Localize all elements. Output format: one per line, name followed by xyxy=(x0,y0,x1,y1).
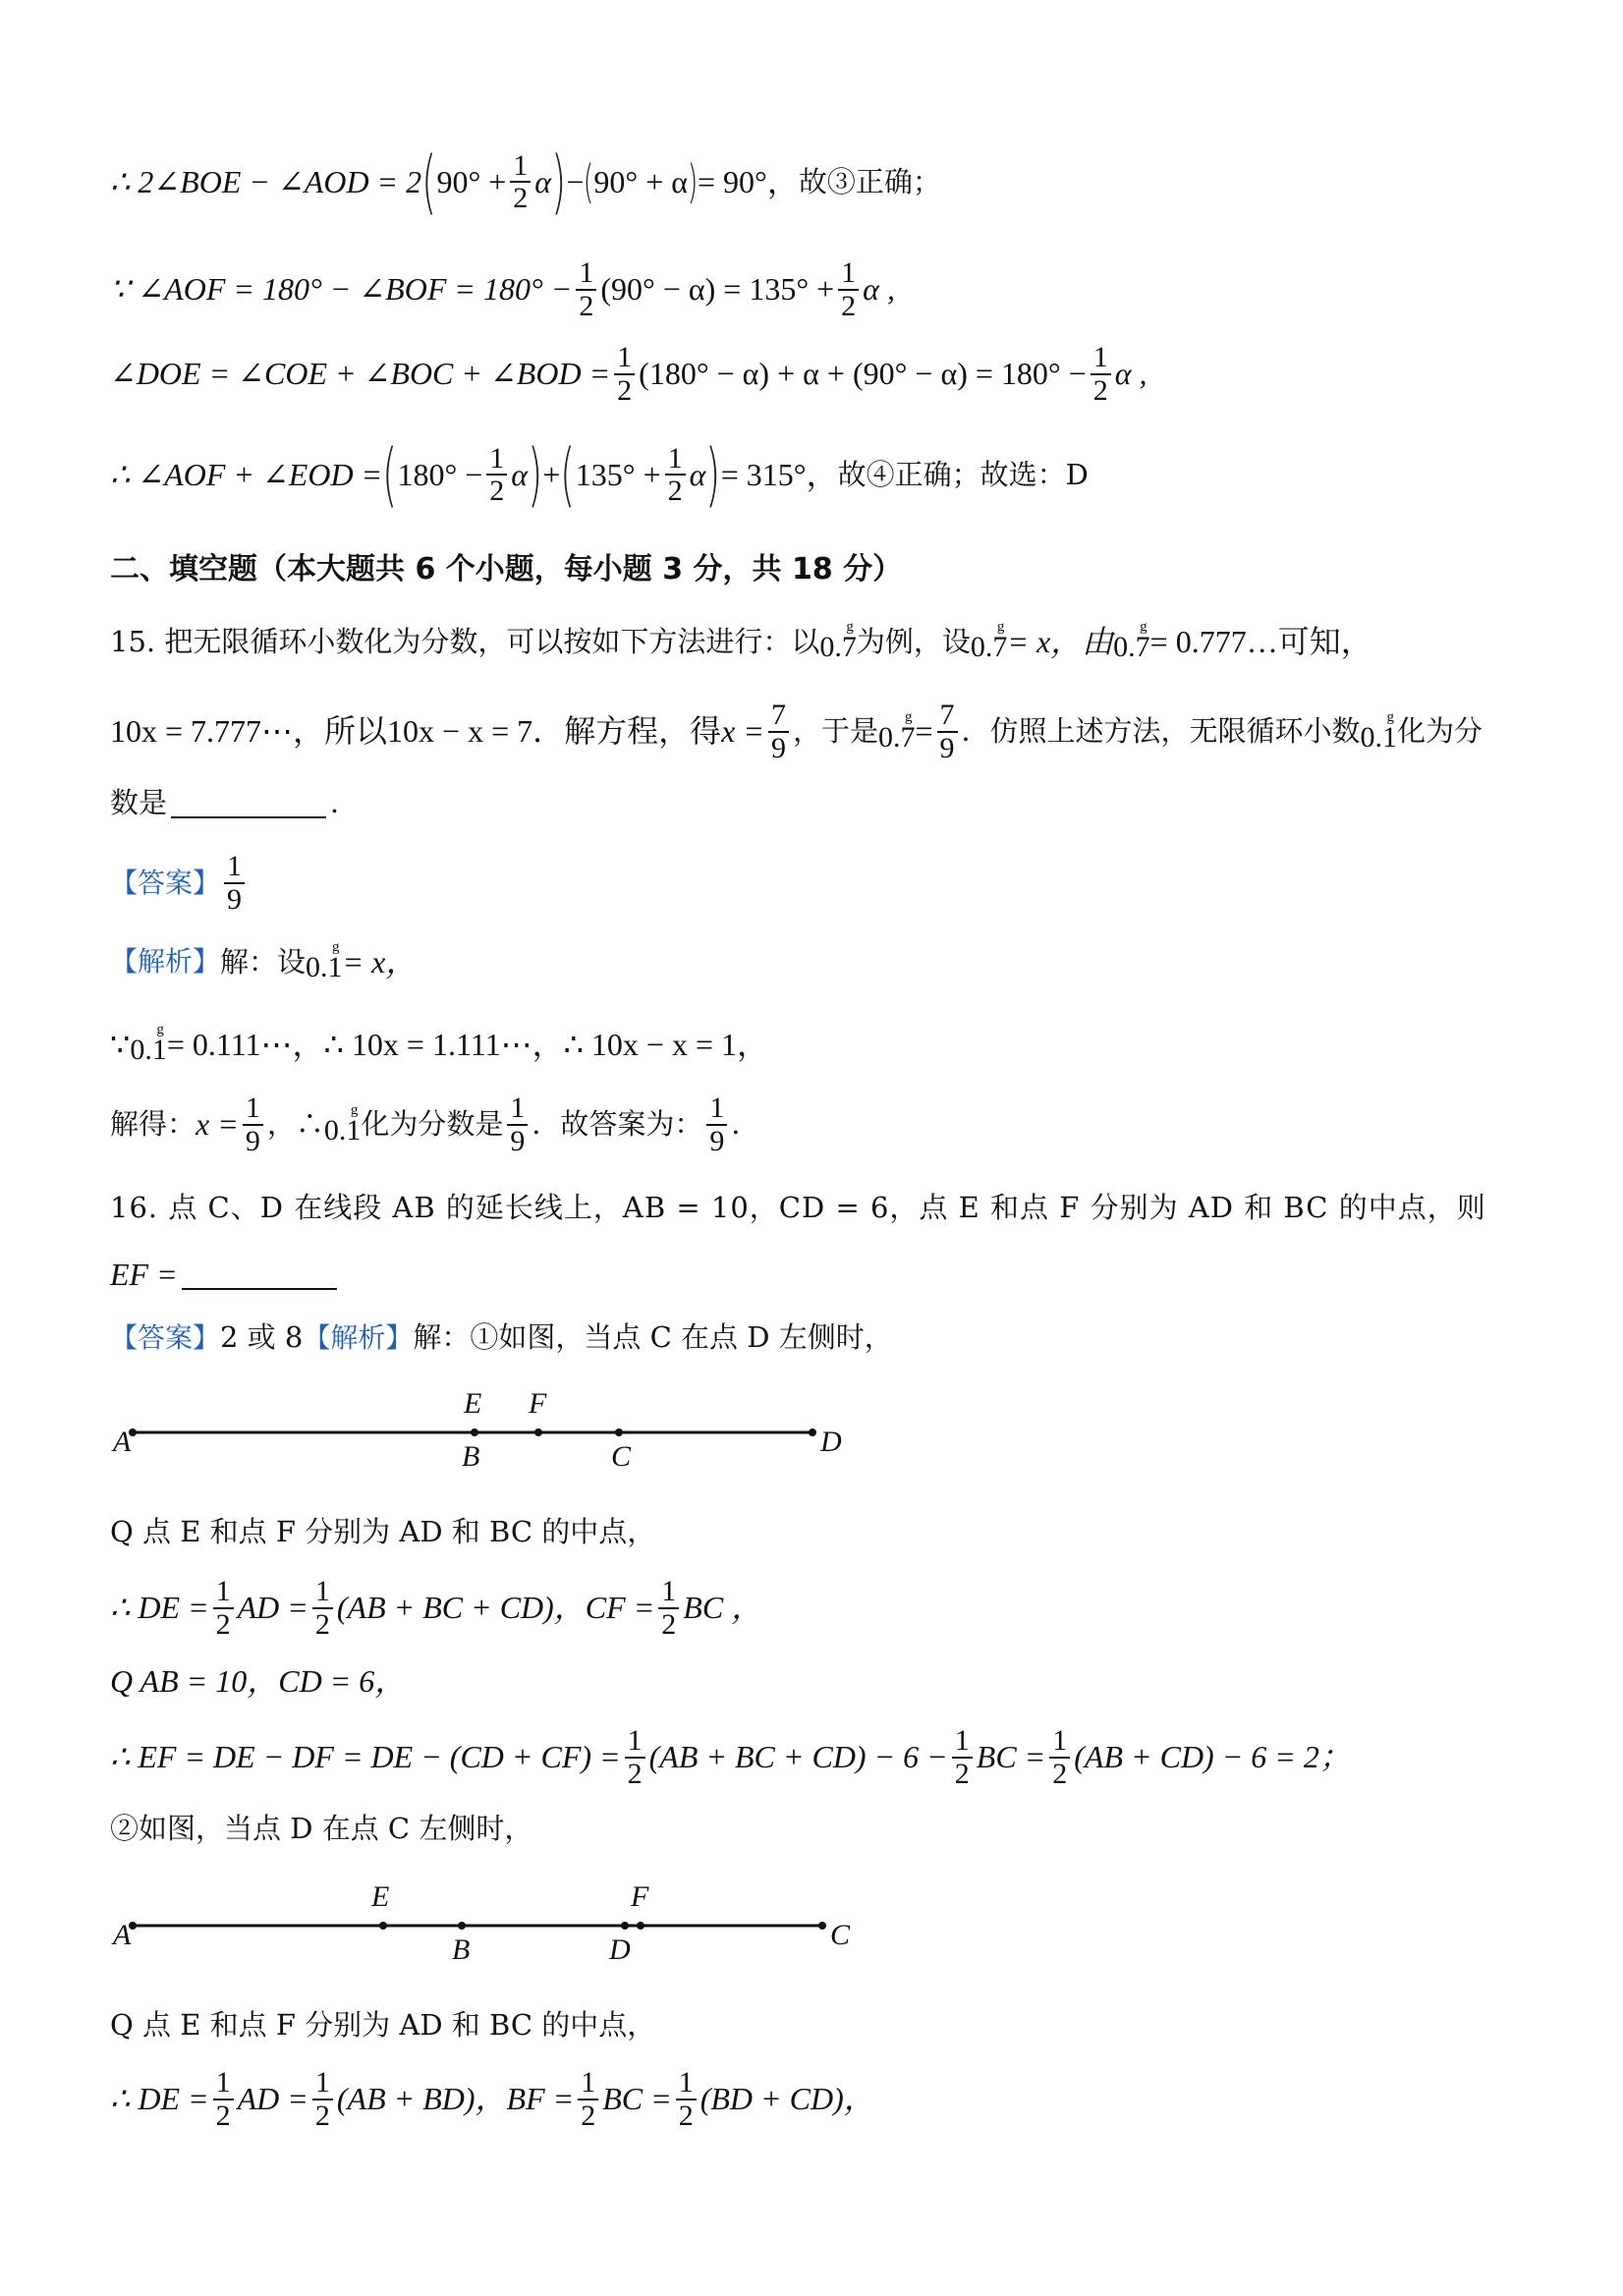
point-c xyxy=(615,1428,623,1436)
fraction-half: $\frac{1}{2}$ xyxy=(213,2067,234,2131)
point-f xyxy=(534,1428,542,1436)
repeating-decimal-0-1: g 0.1 xyxy=(130,1022,167,1066)
fraction-half: $\frac{1}{2}$ xyxy=(510,150,531,214)
q15-line3: 数是 ． xyxy=(110,786,360,819)
label-a: A xyxy=(113,1919,132,1951)
q15-line1: 15. 把无限循环小数化为分数，可以按如下方法进行：以 g 0.7 为例，设 g 0.7 = x，由 g 0.7 = 0.777…可知， xyxy=(110,619,1372,663)
fraction-half: $\frac{1}{2}$ xyxy=(578,2067,598,2131)
label-e: E xyxy=(464,1387,482,1420)
fraction-seven-ninths: $\frac{7}{9}$ xyxy=(768,700,789,763)
line-doe: ∠DOE = ∠COE + ∠BOC + ∠BOD = $\frac{1}{2}$ (180° − α) + α + (90° − α) = 180° − $\frac{1}{2}$ α , xyxy=(110,341,1147,407)
label-c: C xyxy=(830,1919,851,1951)
line-2boe-minus-aod: ∴ 2∠BOE − ∠AOD = 2 ( 90° + $\frac{1}{2}$ α ) − ( 90° + α ) = 90°， 故③正确； xyxy=(110,141,941,222)
q16-s5: Q 点 E 和点 F 分别为 AD 和 BC 的中点， xyxy=(110,2008,656,2042)
label-d: D xyxy=(609,1933,631,1966)
point-e xyxy=(379,1922,387,1930)
point-b xyxy=(458,1922,466,1930)
fraction-half: $\frac{1}{2}$ xyxy=(1091,342,1111,406)
q15-analysis2: ∵ g 0.1 = 0.111⋯，∴ 10x = 1.111⋯，∴ 10x − x = 1， xyxy=(110,1022,769,1066)
label-e: E xyxy=(371,1880,390,1913)
point-d xyxy=(809,1428,816,1436)
repeating-decimal-0-7: g 0.7 xyxy=(819,619,857,663)
fraction-one-ninth: $\frac{1}{9}$ xyxy=(224,851,245,915)
point-c xyxy=(818,1922,826,1930)
label-f: F xyxy=(631,1880,649,1913)
q16-s2: ∴ DE = $\frac{1}{2}$ AD = $\frac{1}{2}$ (AB + BC + CD)，CF = $\frac{1}{2}$ BC ， xyxy=(110,1575,763,1641)
q16-line2: EF = xyxy=(110,1256,1525,1293)
answer-blank xyxy=(182,1259,337,1290)
fraction-half: $\frac{1}{2}$ xyxy=(576,257,596,321)
label-d: D xyxy=(820,1426,842,1458)
fraction-half: $\frac{1}{2}$ xyxy=(213,1576,234,1640)
segment-figure-1 xyxy=(98,1385,884,1474)
q16-answer: 【答案】 2 或 8 【解析】 解：①如图，当点 C 在点 D 左侧时， xyxy=(110,1320,893,1354)
fraction-half: $\frac{1}{2}$ xyxy=(676,2067,697,2131)
q16-s1: Q 点 E 和点 F 分别为 AD 和 BC 的中点， xyxy=(110,1515,656,1548)
repeating-decimal-0-1: g 0.1 xyxy=(306,939,343,983)
line-aof: ∵ ∠AOF = 180° − ∠BOF = 180° − $\frac{1}{2}$ (90° − α) = 135° + $\frac{1}{2}$ α , xyxy=(110,256,895,322)
fraction-half: $\frac{1}{2}$ xyxy=(312,2067,333,2131)
l1-prefix: ∴ 2∠BOE − ∠AOD = 2 xyxy=(110,163,422,199)
label-a: A xyxy=(113,1426,132,1458)
q16-line1: 16. 点 C、D 在线段 AB 的延长线上，AB = 10，CD = 6，点 E 和点 F 分别为 AD 和 BC 的中点，则 xyxy=(110,1191,1486,1224)
q16-case2: ②如图，当点 D 在点 C 左侧时， xyxy=(110,1812,533,1845)
q16-s3: Q AB = 10，CD = 6， xyxy=(110,1663,407,1699)
q15-analysis1: 【解析】 解：设 g 0.1 = x， xyxy=(110,939,418,983)
fraction-half: $\frac{1}{2}$ xyxy=(838,257,859,321)
q15-line2: 10x = 7.777⋯，所以10x − x = 7．解方程，得 x = $\frac{7}{9}$ ，于是 g 0.7 = $\frac{7}{9}$ ．仿照上述方法，无限循环小数 g 0.1 化为分 xyxy=(110,699,1483,764)
line-aof-plus-eod: ∴ ∠AOF + ∠EOD = ( 180° − $\frac{1}{2}$ α ) + ( 135° + $\frac{1}{2}$ α ) = 315°， 故④正确；故选：D xyxy=(110,434,1089,515)
repeating-decimal-0-7: g 0.7 xyxy=(1113,619,1150,663)
repeating-decimal-0-1: g 0.1 xyxy=(323,1101,362,1147)
label-b: B xyxy=(462,1440,480,1473)
fraction-half: $\frac{1}{2}$ xyxy=(665,443,686,507)
fraction-seven-ninths: $\frac{7}{9}$ xyxy=(937,700,958,763)
point-d xyxy=(621,1922,629,1930)
label-b: B xyxy=(452,1933,471,1966)
fraction-half: $\frac{1}{2}$ xyxy=(1049,1725,1070,1789)
q15-answer: 【答案】 $\frac{1}{9}$ xyxy=(110,851,1525,915)
section-heading: 二、填空题（本大题共 6 个小题，每小题 3 分，共 18 分） xyxy=(110,552,903,587)
fraction-half: $\frac{1}{2}$ xyxy=(614,342,635,406)
q16-s6: ∴ DE = $\frac{1}{2}$ AD = $\frac{1}{2}$ (AB + BD)，BF = $\frac{1}{2}$ BC = $\frac{1}{2}$ (BD + CD)， xyxy=(110,2066,875,2132)
q15-analysis3: 解得： x = $\frac{1}{9}$ ，∴ g 0.1 化为分数是 $\frac{1}{9}$ ．故答案为： $\frac{1}{9}$ ． xyxy=(110,1092,760,1157)
label-c: C xyxy=(611,1440,632,1473)
repeating-decimal-0-1: g 0.1 xyxy=(1360,708,1398,754)
repeating-decimal-0-7: g 0.7 xyxy=(970,619,1008,663)
repeating-decimal-0-7: g 0.7 xyxy=(877,708,916,754)
segment-figure-2 xyxy=(98,1878,884,1967)
fraction-one-ninth: $\frac{1}{9}$ xyxy=(507,1092,528,1156)
point-f xyxy=(637,1922,644,1930)
point-b xyxy=(471,1428,478,1436)
fraction-half: $\frac{1}{2}$ xyxy=(486,443,507,507)
q16-s4: ∴ EF = DE − DF = DE − (CD + CF) = $\frac{1}{2}$ (AB + BC + CD) − 6 − $\frac{1}{2}$ BC = $\frac{1}{2}$ (AB + CD) − 6 = 2； xyxy=(110,1724,1351,1790)
answer-blank xyxy=(171,787,326,818)
fraction-half: $\frac{1}{2}$ xyxy=(625,1725,645,1789)
fraction-one-ninth: $\frac{1}{9}$ xyxy=(243,1092,263,1156)
fraction-half: $\frac{1}{2}$ xyxy=(952,1725,973,1789)
label-f: F xyxy=(529,1387,547,1420)
fraction-half: $\frac{1}{2}$ xyxy=(658,1576,679,1640)
fraction-one-ninth: $\frac{1}{9}$ xyxy=(706,1092,727,1156)
fraction-half: $\frac{1}{2}$ xyxy=(312,1576,333,1640)
